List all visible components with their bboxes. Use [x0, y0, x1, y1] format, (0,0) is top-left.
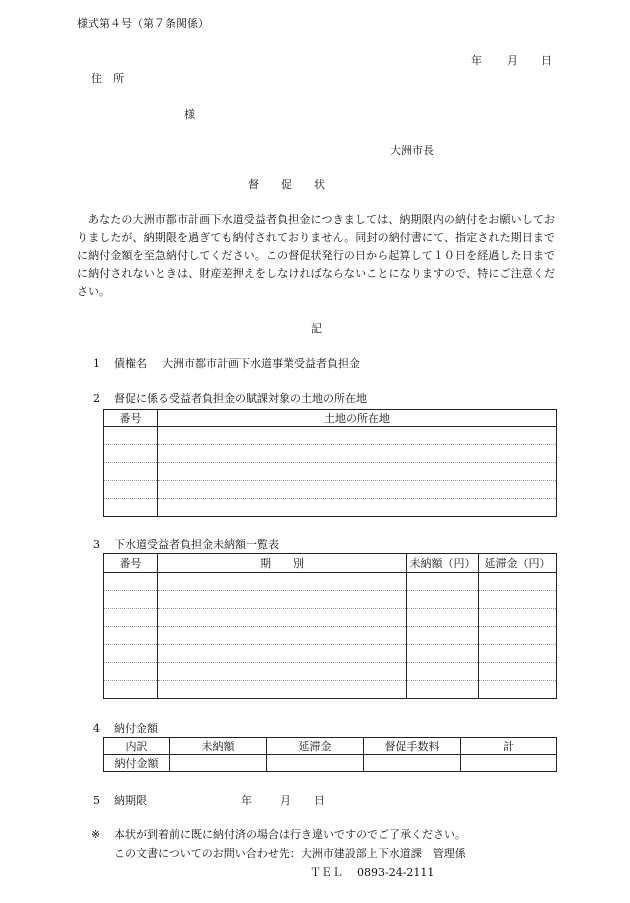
date-year: 年	[471, 54, 482, 67]
table-row	[104, 627, 557, 645]
item5-number: 5	[93, 794, 100, 807]
notice-text: 本状が到着前に既に納付済の場合は行き違いですのでご了承ください。	[114, 828, 466, 841]
table-row	[104, 427, 557, 445]
table-row	[104, 463, 557, 481]
table-row	[104, 609, 557, 627]
table-row	[104, 481, 557, 499]
land-location-table	[103, 409, 557, 517]
date-day: 日	[541, 54, 552, 67]
table-row	[104, 499, 557, 517]
table-row	[104, 645, 557, 663]
item4-label: 納付金額	[114, 722, 158, 735]
col-breakdown: 内訳	[104, 738, 170, 755]
due-month: 月	[280, 794, 291, 807]
item3-number: 3	[93, 538, 100, 551]
row-label-payment: 納付金額	[104, 755, 170, 772]
due-year: 年	[241, 794, 252, 807]
item4-number: 4	[93, 722, 100, 735]
col-late-fee: 延滞金	[267, 738, 364, 755]
col-period: 期 別	[158, 554, 407, 573]
document-title: 督 促 状	[248, 178, 325, 191]
item2-number: 2	[93, 392, 100, 405]
item5-label: 納期限	[114, 794, 147, 807]
address-label: 住 所	[91, 72, 124, 85]
col-reminder-fee: 督促手数料	[364, 738, 461, 755]
note-heading: 記	[311, 322, 322, 335]
honorific: 様	[184, 108, 195, 121]
col-number: 番号	[104, 554, 158, 573]
col-unpaid: 未納額	[170, 738, 267, 755]
col-unpaid: 未納額（円）	[407, 554, 479, 573]
tel-label: ＴＥＬ	[310, 866, 343, 879]
notice-mark: ※	[91, 828, 101, 841]
date-month: 月	[507, 54, 518, 67]
form-number: 様式第４号（第７条関係）	[77, 17, 209, 30]
item1-label: 債権名	[114, 357, 147, 370]
unpaid-amount-table	[103, 553, 557, 699]
col-total: 計	[461, 738, 557, 755]
table-row	[104, 445, 557, 463]
table-row	[104, 755, 557, 772]
tel-number: 0893-24-2111	[357, 866, 435, 879]
col-number: 番号	[104, 410, 158, 427]
item1-value: 大洲市都市計画下水道事業受益者負担金	[162, 357, 360, 370]
payment-amount-table	[103, 737, 557, 772]
item1-number: 1	[93, 357, 100, 370]
item2-label: 督促に係る受益者負担金の賦課対象の土地の所在地	[114, 392, 367, 405]
table-row	[104, 573, 557, 591]
table-row	[104, 591, 557, 609]
col-late-fee: 延滞金（円）	[479, 554, 557, 573]
contact-text: この文書についてのお問い合わせ先：大洲市建設部上下水道課 管理係	[114, 847, 466, 860]
issuer: 大洲市長	[390, 144, 434, 157]
table-row	[104, 663, 557, 681]
item3-label: 下水道受益者負担金未納額一覧表	[114, 538, 279, 551]
body-paragraph: あなたの大洲市都市計画下水道受益者負担金につきましては、納期限内の納付をお願いしておりましたが、納期限を過ぎても納付されておりません。同封の納付書にて、指定された期日までに納付金額を至急納付してください。この督促状発行の日から起算して１０日を経過した日までに納付されないときは、財産差押えをしなければならないことになりますので、特にご注意ください。	[77, 213, 555, 298]
col-land-location: 土地の所在地	[158, 410, 557, 427]
due-day: 日	[314, 794, 325, 807]
table-row	[104, 681, 557, 699]
